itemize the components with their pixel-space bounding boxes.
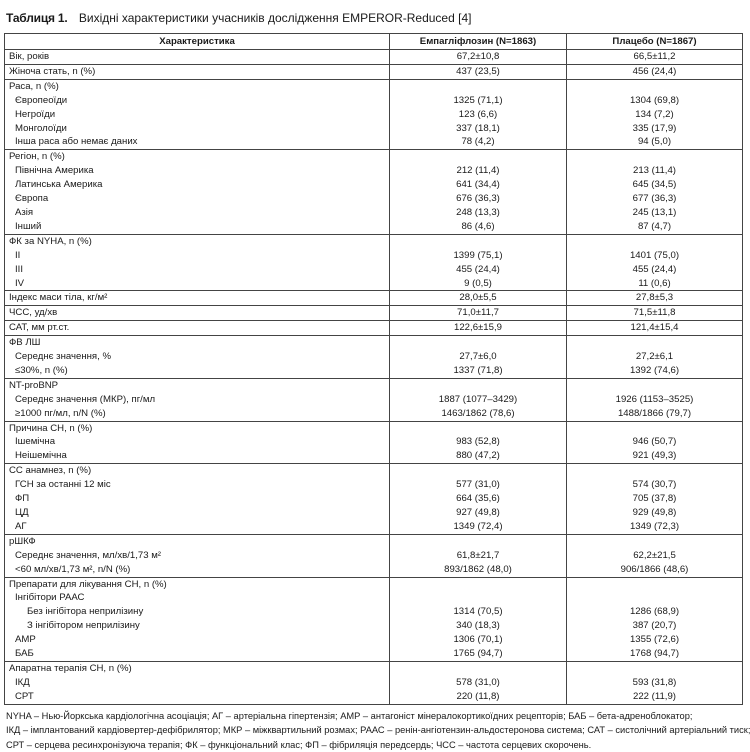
placebo-value-cell: 66,5±11,2: [567, 50, 743, 65]
characteristic-cell: Середнє значення, мл/хв/1,73 м²: [5, 549, 390, 563]
empagliflozin-value-cell: 78 (4,2): [390, 135, 567, 149]
table-row: [5, 464, 743, 478]
placebo-value-cell: [567, 591, 743, 605]
empagliflozin-value-cell: [390, 577, 567, 591]
placebo-value-cell: 94 (5,0): [567, 135, 743, 149]
row-group: [5, 50, 743, 65]
row-group: [5, 321, 743, 336]
characteristic-cell: Жіноча стать, n (%): [5, 64, 390, 79]
characteristic-cell: Латинська Америка: [5, 178, 390, 192]
characteristic-cell: Середнє значення (МКР), пг/мл: [5, 393, 390, 407]
empagliflozin-value-cell: [390, 336, 567, 350]
empagliflozin-value-cell: 927 (49,8): [390, 506, 567, 520]
empagliflozin-value-cell: 664 (35,6): [390, 492, 567, 506]
characteristic-cell: IV: [5, 277, 390, 291]
placebo-value-cell: 71,5±11,8: [567, 306, 743, 321]
table-row: [5, 263, 743, 277]
placebo-value-cell: [567, 378, 743, 392]
characteristic-cell: Інгібітори РААС: [5, 591, 390, 605]
placebo-value-cell: 387 (20,7): [567, 619, 743, 633]
table-row: [5, 321, 743, 336]
characteristic-cell: Європеоїди: [5, 94, 390, 108]
empagliflozin-value-cell: [390, 421, 567, 435]
table-row: [5, 619, 743, 633]
placebo-value-cell: 87 (4,7): [567, 220, 743, 234]
characteristic-cell: Причина СН, n (%): [5, 421, 390, 435]
table-row: [5, 364, 743, 378]
table-row: [5, 577, 743, 591]
empagliflozin-value-cell: 880 (47,2): [390, 449, 567, 463]
characteristic-cell: З інгібітором неприлізину: [5, 619, 390, 633]
header-empagliflozin: Емпагліфлозин (N=1863): [390, 34, 567, 50]
characteristic-cell: ≥1000 пг/мл, n/N (%): [5, 407, 390, 421]
characteristic-cell: рШКФ: [5, 534, 390, 548]
baseline-characteristics-table: [4, 33, 743, 705]
table-row: [5, 605, 743, 619]
placebo-value-cell: 1392 (74,6): [567, 364, 743, 378]
empagliflozin-value-cell: 1399 (75,1): [390, 249, 567, 263]
placebo-value-cell: 921 (49,3): [567, 449, 743, 463]
table-row: [5, 50, 743, 65]
empagliflozin-value-cell: 1887 (1077–3429): [390, 393, 567, 407]
table-row: [5, 534, 743, 548]
table-row: [5, 220, 743, 234]
table-row: [5, 407, 743, 421]
placebo-value-cell: 593 (31,8): [567, 676, 743, 690]
placebo-value-cell: 222 (11,9): [567, 690, 743, 704]
characteristic-cell: ≤30%, n (%): [5, 364, 390, 378]
empagliflozin-value-cell: 641 (34,4): [390, 178, 567, 192]
table-row: [5, 393, 743, 407]
table-row: [5, 291, 743, 306]
table-header: [5, 34, 743, 50]
table-row: [5, 164, 743, 178]
table-row: [5, 79, 743, 93]
placebo-value-cell: 677 (36,3): [567, 192, 743, 206]
placebo-value-cell: 1349 (72,3): [567, 520, 743, 534]
characteristic-cell: Європа: [5, 192, 390, 206]
table-row: [5, 135, 743, 149]
empagliflozin-value-cell: 340 (18,3): [390, 619, 567, 633]
empagliflozin-value-cell: 455 (24,4): [390, 263, 567, 277]
placebo-value-cell: 11 (0,6): [567, 277, 743, 291]
placebo-value-cell: 455 (24,4): [567, 263, 743, 277]
placebo-value-cell: 456 (24,4): [567, 64, 743, 79]
empagliflozin-value-cell: [390, 378, 567, 392]
table-row: [5, 492, 743, 506]
characteristic-cell: ЧСС, уд/хв: [5, 306, 390, 321]
empagliflozin-value-cell: [390, 234, 567, 248]
empagliflozin-value-cell: 28,0±5,5: [390, 291, 567, 306]
characteristic-cell: ФВ ЛШ: [5, 336, 390, 350]
table-row: [5, 336, 743, 350]
characteristic-cell: NT-proBNP: [5, 378, 390, 392]
table-row: [5, 94, 743, 108]
placebo-value-cell: 335 (17,9): [567, 122, 743, 136]
row-group: [5, 79, 743, 150]
characteristic-cell: САТ, мм рт.ст.: [5, 321, 390, 336]
placebo-value-cell: 1355 (72,6): [567, 633, 743, 647]
placebo-value-cell: 1768 (94,7): [567, 647, 743, 661]
placebo-value-cell: 213 (11,4): [567, 164, 743, 178]
empagliflozin-value-cell: [390, 79, 567, 93]
table-row: [5, 563, 743, 577]
characteristic-cell: Північна Америка: [5, 164, 390, 178]
table-row: [5, 449, 743, 463]
characteristic-cell: АМР: [5, 633, 390, 647]
empagliflozin-value-cell: [390, 591, 567, 605]
characteristic-cell: Інша раса або немає даних: [5, 135, 390, 149]
row-group: [5, 661, 743, 704]
table-row: [5, 421, 743, 435]
table-row: [5, 306, 743, 321]
characteristic-cell: Негроїди: [5, 108, 390, 122]
characteristic-cell: Неішемічна: [5, 449, 390, 463]
row-group: [5, 291, 743, 306]
characteristic-cell: Раса, n (%): [5, 79, 390, 93]
characteristic-cell: Азія: [5, 206, 390, 220]
table-row: [5, 549, 743, 563]
characteristic-cell: АГ: [5, 520, 390, 534]
header-row: [5, 34, 743, 50]
empagliflozin-value-cell: 122,6±15,9: [390, 321, 567, 336]
empagliflozin-value-cell: 9 (0,5): [390, 277, 567, 291]
table-row: [5, 206, 743, 220]
characteristic-cell: Без інгібітора неприлізину: [5, 605, 390, 619]
table-row: [5, 150, 743, 164]
placebo-value-cell: 705 (37,8): [567, 492, 743, 506]
header-characteristic: Характеристика: [5, 34, 390, 50]
placebo-value-cell: 1286 (68,9): [567, 605, 743, 619]
placebo-value-cell: [567, 336, 743, 350]
empagliflozin-value-cell: 337 (18,1): [390, 122, 567, 136]
empagliflozin-value-cell: [390, 150, 567, 164]
characteristic-cell: ФП: [5, 492, 390, 506]
row-group: [5, 378, 743, 421]
empagliflozin-value-cell: 676 (36,3): [390, 192, 567, 206]
placebo-value-cell: [567, 421, 743, 435]
empagliflozin-value-cell: 86 (4,6): [390, 220, 567, 234]
footnote-line: NYHA – Нью-Йоркська кардіологічна асоціація; АГ – артеріальна гіпертензія; АМР – антагоніст мінералокортикоїдних рецепторів; БАБ – бета-адреноблокатор;: [6, 710, 693, 721]
characteristic-cell: Середнє значення, %: [5, 350, 390, 364]
row-group: [5, 336, 743, 379]
characteristic-cell: II: [5, 249, 390, 263]
characteristic-cell: Апаратна терапія СН, n (%): [5, 661, 390, 675]
characteristic-cell: ЦД: [5, 506, 390, 520]
placebo-value-cell: 245 (13,1): [567, 206, 743, 220]
placebo-value-cell: 27,2±6,1: [567, 350, 743, 364]
table-row: [5, 108, 743, 122]
empagliflozin-value-cell: 1349 (72,4): [390, 520, 567, 534]
characteristic-cell: СРТ: [5, 690, 390, 704]
empagliflozin-value-cell: [390, 464, 567, 478]
placebo-value-cell: 1304 (69,8): [567, 94, 743, 108]
table-row: [5, 249, 743, 263]
footnote-line: СРТ – серцева ресинхронізуюча терапія; ФК – функціональний клас; ФП – фібриляція передсердь; ЧСС – частота серцевих скорочень.: [6, 739, 592, 750]
empagliflozin-value-cell: 1337 (71,8): [390, 364, 567, 378]
row-group: [5, 577, 743, 661]
caption-title: Вихідні характеристики учасників дослідження EMPEROR-Reduced [4]: [78, 11, 472, 25]
empagliflozin-value-cell: 983 (52,8): [390, 435, 567, 449]
characteristic-cell: Ішемічна: [5, 435, 390, 449]
row-group: [5, 64, 743, 79]
empagliflozin-value-cell: [390, 534, 567, 548]
characteristic-cell: Індекс маси тіла, кг/м²: [5, 291, 390, 306]
placebo-value-cell: 1926 (1153–3525): [567, 393, 743, 407]
header-placebo: Плацебо (N=1867): [567, 34, 743, 50]
footnotes: [6, 709, 748, 752]
row-group: [5, 534, 743, 577]
characteristic-cell: ФК за NYHA, n (%): [5, 234, 390, 248]
empagliflozin-value-cell: 248 (13,3): [390, 206, 567, 220]
placebo-value-cell: [567, 234, 743, 248]
placebo-value-cell: [567, 150, 743, 164]
empagliflozin-value-cell: 61,8±21,7: [390, 549, 567, 563]
characteristic-cell: Препарати для лікування СН, n (%): [5, 577, 390, 591]
empagliflozin-value-cell: 893/1862 (48,0): [390, 563, 567, 577]
placebo-value-cell: 134 (7,2): [567, 108, 743, 122]
footnote-line: ІКД – імплантований кардіовертер-дефібрилятор; МКР – міжквартильний розмах; РААС – ренін-ангіотензин-альдостеронова система; САТ – систолічний артеріальний тиск;: [6, 725, 750, 736]
table-row: [5, 520, 743, 534]
table-row: [5, 647, 743, 661]
table-row: [5, 478, 743, 492]
placebo-value-cell: [567, 464, 743, 478]
empagliflozin-value-cell: 1314 (70,5): [390, 605, 567, 619]
empagliflozin-value-cell: 577 (31,0): [390, 478, 567, 492]
empagliflozin-value-cell: 212 (11,4): [390, 164, 567, 178]
row-group: [5, 234, 743, 291]
table-caption: [6, 8, 748, 28]
table-row: [5, 64, 743, 79]
placebo-value-cell: 1488/1866 (79,7): [567, 407, 743, 421]
characteristic-cell: III: [5, 263, 390, 277]
characteristic-cell: <60 мл/хв/1,73 м², n/N (%): [5, 563, 390, 577]
empagliflozin-value-cell: 27,7±6,0: [390, 350, 567, 364]
table-row: [5, 350, 743, 364]
placebo-value-cell: 62,2±21,5: [567, 549, 743, 563]
placebo-value-cell: [567, 661, 743, 675]
empagliflozin-value-cell: 220 (11,8): [390, 690, 567, 704]
characteristic-cell: ІКД: [5, 676, 390, 690]
empagliflozin-value-cell: [390, 661, 567, 675]
characteristic-cell: Монголоїди: [5, 122, 390, 136]
placebo-value-cell: 645 (34,5): [567, 178, 743, 192]
placebo-value-cell: 27,8±5,3: [567, 291, 743, 306]
table-row: [5, 277, 743, 291]
table-row: [5, 661, 743, 675]
placebo-value-cell: [567, 534, 743, 548]
table-row: [5, 506, 743, 520]
placebo-value-cell: 121,4±15,4: [567, 321, 743, 336]
placebo-value-cell: 946 (50,7): [567, 435, 743, 449]
table-row: [5, 178, 743, 192]
empagliflozin-value-cell: 67,2±10,8: [390, 50, 567, 65]
placebo-value-cell: [567, 577, 743, 591]
characteristic-cell: ГСН за останні 12 міс: [5, 478, 390, 492]
placebo-value-cell: 1401 (75,0): [567, 249, 743, 263]
empagliflozin-value-cell: 123 (6,6): [390, 108, 567, 122]
row-group: [5, 421, 743, 464]
row-group: [5, 464, 743, 535]
table-row: [5, 435, 743, 449]
empagliflozin-value-cell: 437 (23,5): [390, 64, 567, 79]
caption-label: Таблиця 1.: [6, 11, 68, 25]
row-group: [5, 150, 743, 234]
table-row: [5, 591, 743, 605]
table-row: [5, 676, 743, 690]
empagliflozin-value-cell: 1306 (70,1): [390, 633, 567, 647]
document-page: [4, 0, 748, 752]
empagliflozin-value-cell: 1325 (71,1): [390, 94, 567, 108]
characteristic-cell: СС анамнез, n (%): [5, 464, 390, 478]
placebo-value-cell: [567, 79, 743, 93]
placebo-value-cell: 906/1866 (48,6): [567, 563, 743, 577]
table-row: [5, 122, 743, 136]
table-row: [5, 633, 743, 647]
table-row: [5, 690, 743, 704]
placebo-value-cell: 574 (30,7): [567, 478, 743, 492]
characteristic-cell: Інший: [5, 220, 390, 234]
empagliflozin-value-cell: 1463/1862 (78,6): [390, 407, 567, 421]
placebo-value-cell: 929 (49,8): [567, 506, 743, 520]
characteristic-cell: БАБ: [5, 647, 390, 661]
characteristic-cell: Вік, років: [5, 50, 390, 65]
table-row: [5, 234, 743, 248]
empagliflozin-value-cell: 71,0±11,7: [390, 306, 567, 321]
empagliflozin-value-cell: 578 (31,0): [390, 676, 567, 690]
empagliflozin-value-cell: 1765 (94,7): [390, 647, 567, 661]
table-row: [5, 192, 743, 206]
characteristic-cell: Регіон, n (%): [5, 150, 390, 164]
row-group: [5, 306, 743, 321]
table-row: [5, 378, 743, 392]
